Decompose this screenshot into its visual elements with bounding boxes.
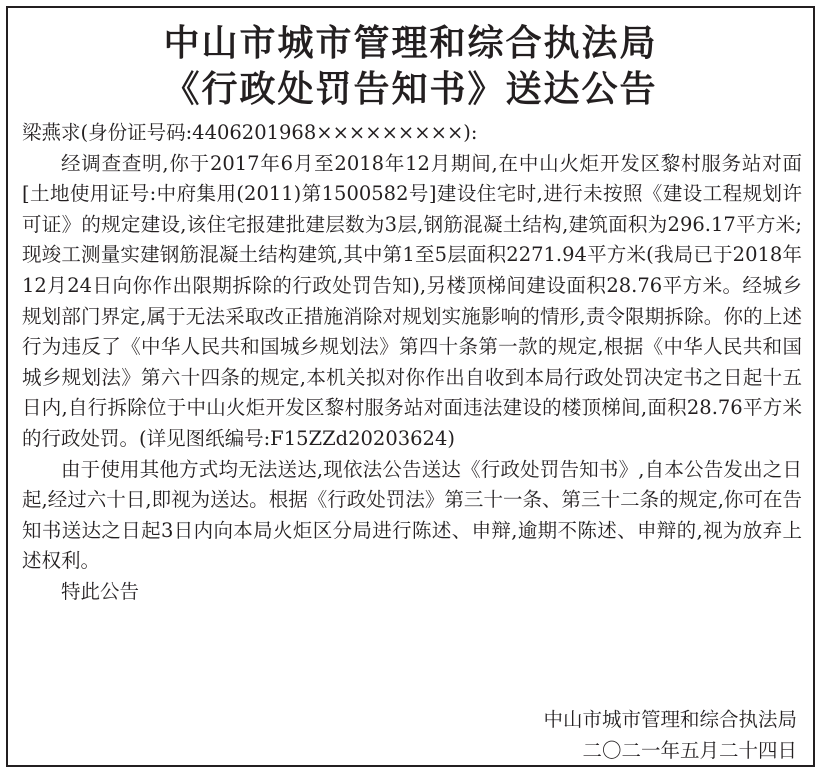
notice-title-line2: 《行政处罚告知书》送达公告 [163, 69, 658, 110]
addressee: 梁燕求(身份证号码:4406201968×××××××××): [22, 121, 478, 144]
closing-text: 特此公告 [61, 579, 140, 603]
notice-box [6, 6, 815, 767]
signature-date: 二〇二一年五月二十四日 [582, 739, 797, 762]
notice-title-line1: 中山市城市管理和综合执法局 [163, 23, 658, 64]
paragraph-investigation: 经调查查明,你于2017年6月至2018年12月期间,在中山火炬开发区黎村服务站对面[土地使用证号:中府集用(2011)第1500582号]建设住宅时,进行未按照《建设工程规划许可证》的规定建设,该住宅报建批建层数为3层,钢筋混凝土结构,建筑面积为296.17平方米;现竣工测量实建钢筋混凝土结构建筑,其中第1至5层面积2271.94平方米(我局已于2018年12月24日向你作出限期拆除的行政处罚告知),另楼顶梯间建设面积28.76平方米。经城乡规划部门界定,属于无法采取改正措施消除对规划实施影响的情形,责令限期拆除。你的上述行为违反了《中华人民共和国城乡规划法》第四十条第一款的规定,根据《中华人民共和国城乡规划法》第六十四条的规定,本机关拟对你作出自收到本局行政处罚决定书之日起十五日内,自行拆除位于中山火炬开发区黎村服务站对面违法建设的楼顶梯间,面积28.76平方米的行政处罚。(详见图纸编号:F15ZZd20203624) [22, 151, 802, 450]
notice-body [22, 118, 802, 608]
paragraph-service: 由于使用其他方式均无法送达,现依法公告送达《行政处罚告知书》,自本公告发出之日起,经过六十日,即视为送达。根据《行政处罚法》第三十一条、第三十二条的规定,你可在告知书送达之日起3日内向本局火炬区分局进行陈述、申辩,逾期不陈述、申辩的,视为放弃上述权利。 [22, 457, 802, 573]
signature-organization: 中山市城市管理和综合执法局 [543, 708, 797, 731]
